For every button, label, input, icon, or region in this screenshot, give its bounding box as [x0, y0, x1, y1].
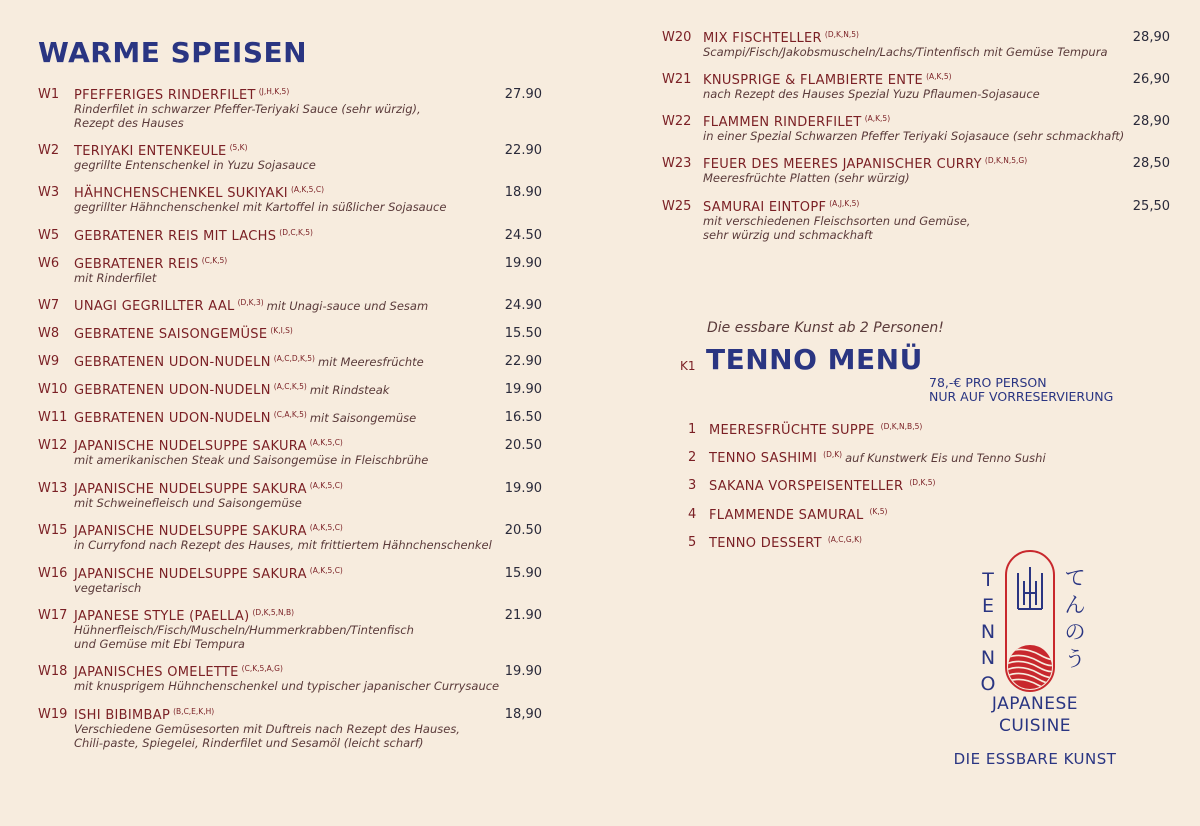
item-description: [703, 129, 1163, 143]
menu-price-info: [929, 376, 1113, 404]
item-code: W22: [662, 114, 692, 129]
item-allergens: (B,C,E,K,H): [173, 707, 215, 716]
item-allergens: (A,C,K,5): [273, 382, 307, 391]
item-price: 20.50: [504, 438, 542, 453]
item-code: W7: [38, 298, 60, 313]
item-name: [74, 523, 343, 539]
item-allergens: (A,J,K,5): [829, 199, 860, 208]
item-price: 22.90: [504, 354, 542, 369]
item-allergens: (C,K,5): [201, 256, 228, 265]
course-name: [709, 450, 1046, 466]
item-description: [74, 538, 554, 552]
item-code: W10: [38, 382, 68, 397]
item-description: [74, 496, 554, 510]
item-price: 19.90: [504, 664, 542, 679]
item-title: ISHI BIBIMBAP: [74, 708, 171, 723]
item-title: GEBRATENE SAISONGEMÜSE: [74, 327, 268, 342]
course-title: FLAMMENDE SAMURAL: [709, 508, 864, 523]
item-name: [74, 566, 343, 582]
item-title: FEUER DES MEERES JAPANISCHER CURRY: [703, 157, 982, 172]
item-allergens: (D,K,5,N,B): [252, 608, 295, 617]
item-name: [703, 199, 859, 215]
item-description: [703, 171, 1163, 185]
item-code: W17: [38, 608, 68, 623]
item-price: 27.90: [504, 87, 542, 102]
item-title: MIX FISCHTELLER: [703, 31, 822, 46]
item-description-line: gegrillte Entenschenkel in Yuzu Sojasauce: [74, 158, 316, 172]
item-title: UNAGI GEGRILLTER AAL: [74, 299, 235, 314]
item-code: W23: [662, 156, 692, 171]
course-description: auf Kunstwerk Eis und Tenno Sushi: [845, 451, 1046, 465]
course-number: 1: [688, 422, 697, 437]
course-name: [709, 507, 887, 523]
course-title: TENNO DESSERT: [709, 536, 822, 551]
course-allergens: (K,5): [869, 507, 888, 516]
item-name: [74, 382, 389, 398]
item-description-line: Verschiedene Gemüsesorten mit Duftreis nach Rezept des Hauses,: [74, 722, 460, 736]
item-description: [74, 271, 554, 285]
item-name: [74, 438, 343, 454]
item-price: 25,50: [1132, 199, 1170, 214]
course-number: 3: [688, 478, 697, 493]
item-name: [703, 72, 952, 88]
item-description-line: vegetarisch: [74, 581, 142, 595]
item-description-line: Rinderfilet in schwarzer Pfeffer-Teriyaki Sauce (sehr würzig),: [74, 102, 421, 116]
item-allergens: (A,K,5,C): [309, 481, 343, 490]
item-title: JAPANISCHE NUDELSUPPE SAKURA: [74, 524, 307, 539]
item-description-line: sehr würzig und schmackhaft: [703, 228, 873, 242]
item-code: W19: [38, 707, 68, 722]
item-description-line: mit verschiedenen Fleischsorten und Gemüse,: [703, 214, 971, 228]
item-name: [703, 156, 1027, 172]
item-title: SAMURAI EINTOPF: [703, 200, 827, 215]
item-price: 15.50: [504, 326, 542, 341]
item-allergens: (A,C,D,K,5): [273, 354, 315, 363]
item-allergens: (K,I,S): [270, 326, 293, 335]
item-allergens: (J,H,K,5): [258, 87, 290, 96]
item-title: JAPANISCHE NUDELSUPPE SAKURA: [74, 567, 307, 582]
item-allergens: (C,K,5,A,G): [241, 664, 283, 673]
item-code: W18: [38, 664, 68, 679]
item-name: [74, 185, 324, 201]
item-description-line: Hühnerfleisch/Fisch/Muscheln/Hummerkrabben/Tintenfisch: [74, 623, 414, 637]
logo-latin-vertical: T E N N O: [980, 569, 996, 695]
course-number: 2: [688, 450, 697, 465]
item-name: [74, 410, 416, 426]
item-price: 22.90: [504, 143, 542, 158]
item-price: 21.90: [504, 608, 542, 623]
item-price: 28,90: [1132, 30, 1170, 45]
menu-tagline: Die essbare Kunst ab 2 Personen!: [707, 320, 944, 336]
course-title: TENNO SASHIMI: [709, 451, 818, 466]
course-title: SAKANA VORSPEISENTELLER: [709, 479, 904, 494]
section-title: WARME SPEISEN: [38, 36, 308, 69]
item-title: JAPANISCHE NUDELSUPPE SAKURA: [74, 482, 307, 497]
item-name: [703, 30, 859, 46]
course-allergens: (D,K,5): [909, 478, 936, 487]
course-allergens: (D,K): [823, 450, 843, 459]
item-description-line: in einer Spezial Schwarzen Pfeffer Teriyaki Sojasauce (sehr schmackhaft): [703, 129, 1125, 143]
item-title: GEBRATENER REIS MIT LACHS: [74, 229, 277, 244]
item-allergens: (D,C,K,5): [279, 228, 313, 237]
course-number: 4: [688, 507, 697, 522]
item-title: PFEFFERIGES RINDERFILET: [74, 88, 256, 103]
course-name: [709, 478, 935, 494]
item-description-line: mit Schweinefleisch und Saisongemüse: [74, 496, 302, 510]
item-description-line: Scampi/Fisch/Jakobsmuscheln/Lachs/Tintenfisch mit Gemüse Tempura: [703, 45, 1108, 59]
item-price: 18.90: [504, 185, 542, 200]
item-description: [703, 45, 1163, 59]
item-name: [74, 354, 424, 370]
course-number: 5: [688, 535, 697, 550]
item-description-line: mit knusprigem Hühnchenschenkel und typischer japanischer Currysauce: [74, 679, 500, 693]
item-allergens: (C,A,K,5): [273, 410, 307, 419]
item-allergens: (5,K): [229, 143, 248, 152]
item-name: [703, 114, 890, 130]
item-code: W6: [38, 256, 60, 271]
item-price: 24.50: [504, 228, 542, 243]
item-name: [74, 256, 227, 272]
item-description: [74, 453, 554, 467]
item-allergens: (A,K,5,C): [290, 185, 324, 194]
menu-title: TENNO MENÜ: [706, 343, 923, 376]
logo-kana-vertical: て ん の う: [1064, 566, 1086, 671]
item-description: [74, 102, 554, 130]
logo-line-cuisine: CUISINE: [998, 716, 1072, 736]
item-title: JAPANISCHE NUDELSUPPE SAKURA: [74, 439, 307, 454]
item-price: 19.90: [504, 481, 542, 496]
item-allergens: (D,K,N,5): [824, 30, 859, 39]
item-price: 19.90: [504, 382, 542, 397]
item-description: [74, 623, 554, 651]
item-title: KNUSPRIGE & FLAMBIERTE ENTE: [703, 73, 924, 88]
item-description-line: nach Rezept des Hauses Spezial Yuzu Pflaumen-Sojasauce: [703, 87, 1040, 101]
item-name: [74, 481, 343, 497]
item-code: W12: [38, 438, 68, 453]
item-code: W5: [38, 228, 60, 243]
logo-wordmark: [930, 693, 1140, 737]
item-name: [74, 87, 289, 103]
logo-emblem-icon: [1004, 549, 1056, 693]
item-description-line: in Curryfond nach Rezept des Hauses, mit frittiertem Hähnchenschenkel: [74, 538, 492, 552]
item-description: [74, 581, 554, 595]
item-code: W15: [38, 523, 68, 538]
course-allergens: (D,K,N,B,5): [880, 422, 923, 431]
item-name: [74, 143, 248, 159]
item-price: 28,50: [1132, 156, 1170, 171]
item-description: [74, 200, 554, 214]
item-title: FLAMMEN RINDERFILET: [703, 115, 862, 130]
item-description-line: und Gemüse mit Ebi Tempura: [74, 637, 245, 651]
item-allergens: (D,K,3): [237, 298, 264, 307]
item-description-line: Rezept des Hauses: [74, 116, 184, 130]
item-description: [703, 214, 1163, 242]
item-title: JAPANISCHES OMELETTE: [74, 665, 239, 680]
menu-price: 78,-€ PRO PERSON: [929, 375, 1047, 390]
restaurant-logo: [930, 545, 1140, 775]
course-name: [709, 422, 922, 438]
item-allergens: (A,K,5): [926, 72, 952, 81]
item-code: W20: [662, 30, 692, 45]
item-allergens: (A,K,5,C): [309, 523, 343, 532]
course-allergens: (A,C,G,K): [827, 535, 862, 544]
item-description-line: mit amerikanischen Steak und Saisongemüse in Fleischbrühe: [74, 453, 429, 467]
item-description-line: Chili-paste, Spiegelei, Rinderfilet und Sesamöl (leicht scharf): [74, 736, 424, 750]
item-price: 26,90: [1132, 72, 1170, 87]
item-price: 15.90: [504, 566, 542, 581]
item-title: GEBRATENEN UDON-NUDELN: [74, 411, 271, 426]
item-code: W21: [662, 72, 692, 87]
item-price: 20.50: [504, 523, 542, 538]
item-name: [74, 228, 313, 244]
item-description: [74, 722, 554, 750]
item-code: W16: [38, 566, 68, 581]
item-title: TERIYAKI ENTENKEULE: [74, 144, 227, 159]
item-title: JAPANESE STYLE (PAELLA): [74, 609, 250, 624]
item-price: 16.50: [504, 410, 542, 425]
item-title: GEBRATENEN UDON-NUDELN: [74, 355, 271, 370]
item-price: 19.90: [504, 256, 542, 271]
menu-reservation-note: NUR AUF VORRESERVIERUNG: [929, 389, 1114, 404]
item-title: HÄHNCHENSCHENKEL SUKIYAKI: [74, 186, 288, 201]
course-name: [709, 535, 862, 551]
item-code: W13: [38, 481, 68, 496]
item-inline-description: mit Rindsteak: [309, 383, 390, 397]
item-code: W11: [38, 410, 68, 425]
logo-line-japanese: JAPANESE: [991, 694, 1079, 714]
item-description: [74, 158, 554, 172]
item-code: W25: [662, 199, 692, 214]
course-title: MEERESFRÜCHTE SUPPE: [709, 423, 875, 438]
item-inline-description: mit Meeresfrüchte: [318, 355, 424, 369]
item-price: 24.90: [504, 298, 542, 313]
item-allergens: (A,K,5,C): [309, 438, 343, 447]
item-description: [74, 679, 554, 693]
item-description-line: gegrillter Hähnchenschenkel mit Kartoffel in süßlicher Sojasauce: [74, 200, 447, 214]
item-description-line: Meeresfrüchte Platten (sehr würzig): [703, 171, 910, 185]
menu-code: K1: [680, 359, 696, 373]
item-name: [74, 298, 428, 314]
item-inline-description: mit Unagi-sauce und Sesam: [266, 299, 429, 313]
item-code: W8: [38, 326, 60, 341]
logo-slogan: DIE ESSBARE KUNST: [953, 750, 1117, 768]
item-price: 18,90: [504, 707, 542, 722]
item-allergens: (A,K,5,C): [309, 566, 343, 575]
item-code: W2: [38, 143, 60, 158]
item-title: GEBRATENER REIS: [74, 257, 199, 272]
item-name: [74, 707, 214, 723]
item-name: [74, 326, 293, 342]
item-code: W3: [38, 185, 60, 200]
item-price: 28,90: [1132, 114, 1170, 129]
item-allergens: (A,K,5): [864, 114, 891, 123]
item-allergens: (D,K,N,5,G): [984, 156, 1028, 165]
item-description-line: mit Rinderfilet: [74, 271, 157, 285]
item-title: GEBRATENEN UDON-NUDELN: [74, 383, 271, 398]
item-inline-description: mit Saisongemüse: [309, 411, 417, 425]
item-code: W1: [38, 87, 60, 102]
item-name: [74, 608, 294, 624]
item-name: [74, 664, 283, 680]
item-description: [703, 87, 1163, 101]
item-code: W9: [38, 354, 60, 369]
